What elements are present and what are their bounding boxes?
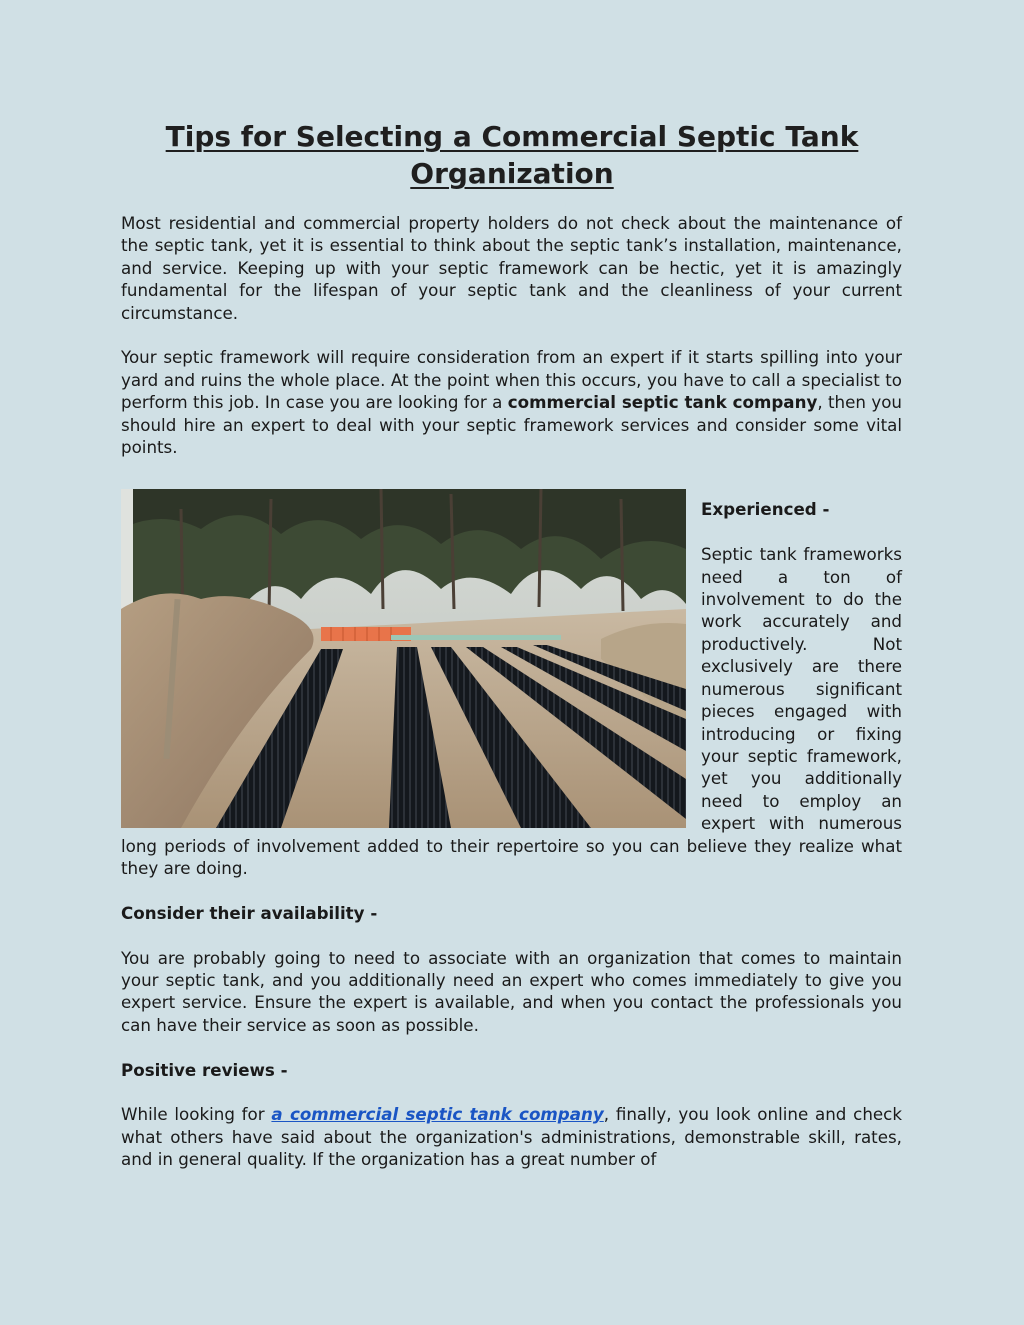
consideration-text-end: , then you should hire an expert to deal with your septic framework services and consider some vital points. bbox=[121, 392, 902, 458]
consideration-text-start: Your septic framework will require consideration from an expert if it starts spilling into your yard and ruins the whole place. At the point when this occurs, you have to call a specialist to perform this job. In case you are looking for a bbox=[121, 347, 902, 413]
septic-field-illustration bbox=[121, 489, 686, 828]
reviews-text-start: While looking for bbox=[121, 1104, 272, 1125]
heading-experienced: Experienced - bbox=[701, 499, 830, 520]
commercial-septic-link[interactable]: a commercial septic tank company bbox=[271, 1104, 604, 1125]
septic-field-photo bbox=[121, 489, 686, 828]
reviews-text-end: , finally, you look online and check what others have said about the organization's administrations, demonstrable skill, rates, and in general quality. If the organization has a great number of bbox=[121, 1104, 903, 1170]
experienced-paragraph: Septic tank frameworks need a ton of involvement to do the work accurately and productively. Not exclusively are there numerous significant pieces engaged with introducing or fixing your septic framework, yet you additionally need to employ an expert with numerous long periods of involvement added to their repertoire so you can believe they realize what they are doing. bbox=[121, 544, 902, 878]
commercial-septic-emphasis: commercial septic tank company bbox=[507, 392, 818, 413]
intro-paragraph: Most residential and commercial property holders do not check about the maintenance of the septic tank, yet it is essential to think about the septic tank’s installation, maintenance, and service. Keeping up with your septic framework can be hectic, yet it is amazingly fundamental for the lifespan of your septic tank and the cleanliness of your current circumstance. bbox=[121, 213, 902, 323]
availability-paragraph: You are probably going to need to associate with an organization that comes to maintain your septic tank, and you additionally need an expert who comes immediately to give you expert service. Ensure the expert is available, and when you contact the professionals you can have their service as soon as possible. bbox=[121, 947, 902, 1035]
page-title: Tips for Selecting a Commercial Septic Tank Organization bbox=[165, 120, 859, 190]
heading-availability: Consider their availability - bbox=[121, 902, 378, 923]
heading-reviews: Positive reviews - bbox=[121, 1059, 288, 1080]
reviews-paragraph bbox=[121, 1103, 902, 1170]
consideration-paragraph bbox=[121, 346, 902, 458]
article-body bbox=[121, 212, 902, 1193]
